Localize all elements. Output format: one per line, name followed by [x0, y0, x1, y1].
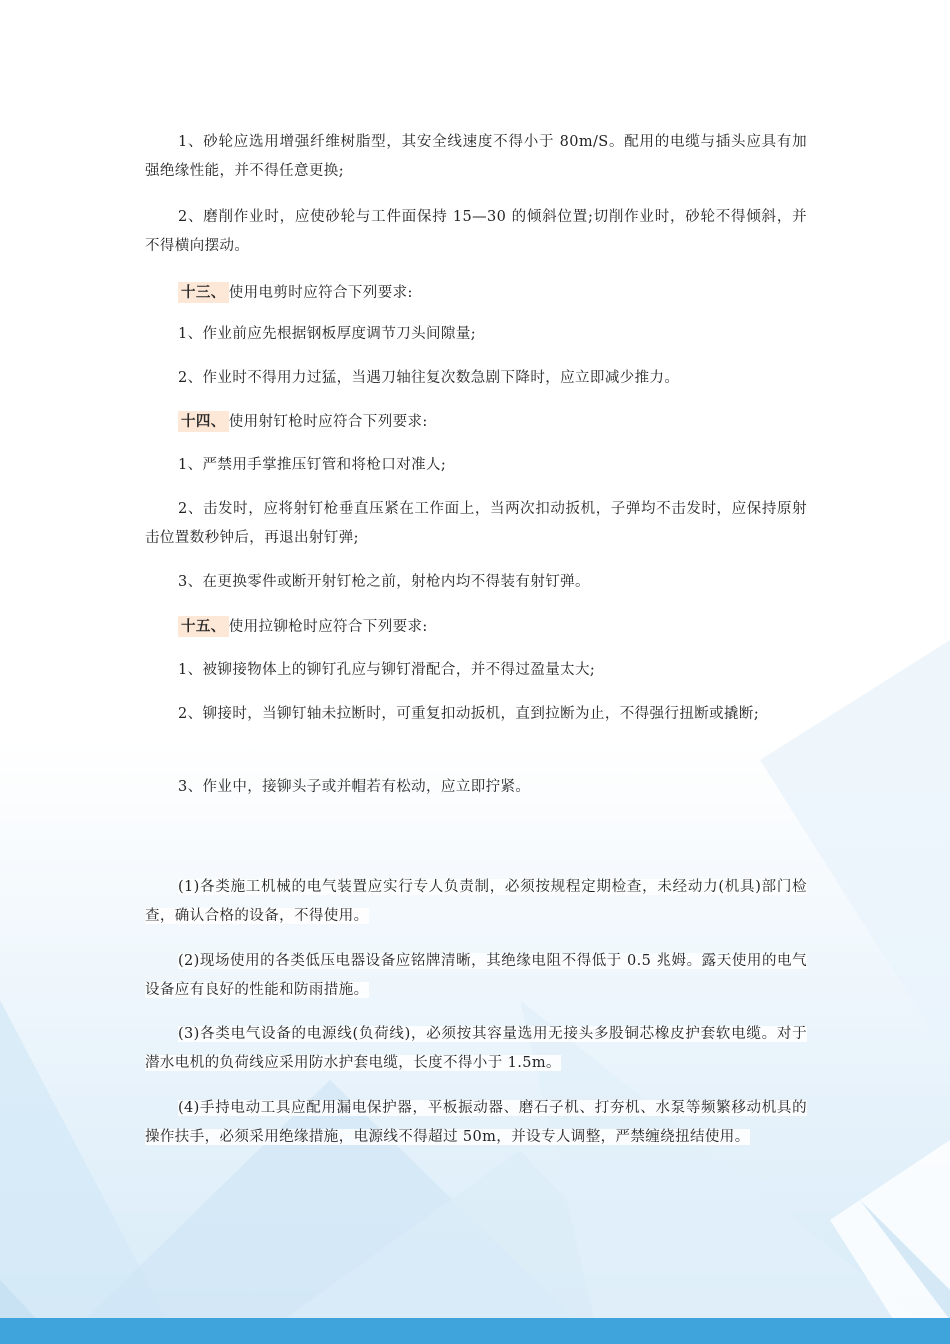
- electrical-rule-1-text: (1)各类施工机械的电气装置应实行专人负责制，必须按规程定期检查，未经动力(机具)部门检查，确认合格的设备，不得使用。: [145, 879, 807, 924]
- electrical-rule-4-text: (4)手持电动工具应配用漏电保护器，平板振动器、磨石子机、打夯机、水泵等频繁移动机具的操作扶手，必须采用绝缘措施，电源线不得超过 50m，并设专人调整，严禁缠绕扭结使用。: [145, 1100, 807, 1145]
- electrical-rule-1: [145, 873, 807, 931]
- section-15-heading: [145, 612, 807, 642]
- section-15-item-1: 1、被铆接物体上的铆钉孔应与铆钉滑配合，并不得过盈量太大;: [178, 662, 596, 678]
- section-14-item-3: 3、在更换零件或断开射钉枪之前，射枪内均不得装有射钉弹。: [178, 574, 590, 590]
- section-14-heading: [145, 407, 807, 437]
- section-14-title: 使用射钉枪时应符合下列要求:: [228, 414, 428, 430]
- paragraph-grinding-wheel: 1、砂轮应选用增强纤维树脂型，其安全线速度不得小于 80m/S。配用的电缆与插头应具有加强绝缘性能，并不得任意更换;: [145, 134, 807, 179]
- section-15-item-3: 3、作业中，接铆头子或并帽若有松动，应立即拧紧。: [178, 779, 531, 795]
- paragraph-grinding-angle: 2、磨削作业时，应使砂轮与工件面保持 15—30 的倾斜位置;切削作业时，砂轮不得倾斜，并不得横向摆动。: [145, 209, 807, 254]
- section-15-number: 十五、: [178, 616, 229, 637]
- section-15-item-2: 2、铆接时，当铆钉轴未拉断时，可重复扣动扳机，直到拉断为止，不得强行扭断或撬断;: [178, 706, 760, 722]
- electrical-rule-3: [145, 1020, 807, 1078]
- electrical-rule-4: [145, 1094, 807, 1152]
- electrical-rule-3-text: (3)各类电气设备的电源线(负荷线)，必须按其容量选用无接头多股铜芯橡皮护套软电缆。对于潜水电机的负荷线应采用防水护套电缆，长度不得小于 1.5m。: [145, 1026, 807, 1071]
- section-13-item-2: 2、作业时不得用力过猛，当遇刀轴往复次数急剧下降时，应立即减少推力。: [178, 370, 680, 386]
- section-15-title: 使用拉铆枪时应符合下列要求:: [228, 619, 428, 635]
- section-13-heading: [145, 278, 807, 308]
- section-13-title: 使用电剪时应符合下列要求:: [228, 285, 413, 301]
- section-13-number: 十三、: [178, 282, 229, 303]
- section-13-item-1: 1、作业前应先根据钢板厚度调节刀头间隙量;: [178, 326, 477, 342]
- section-14-item-2: 2、击发时，应将射钉枪垂直压紧在工作面上，当两次扣动扳机，子弹均不击发时，应保持原射击位置数秒钟后，再退出射钉弹;: [145, 501, 807, 546]
- electrical-rule-2: [145, 947, 807, 1005]
- section-14-item-1: 1、严禁用手掌推压钉管和将枪口对准人;: [178, 457, 447, 473]
- electrical-rule-2-text: (2)现场使用的各类低压电器设备应铭牌清晰，其绝缘电阻不得低于 0.5 兆姆。露天使用的电气设备应有良好的性能和防雨措施。: [145, 953, 807, 998]
- section-14-number: 十四、: [178, 411, 229, 432]
